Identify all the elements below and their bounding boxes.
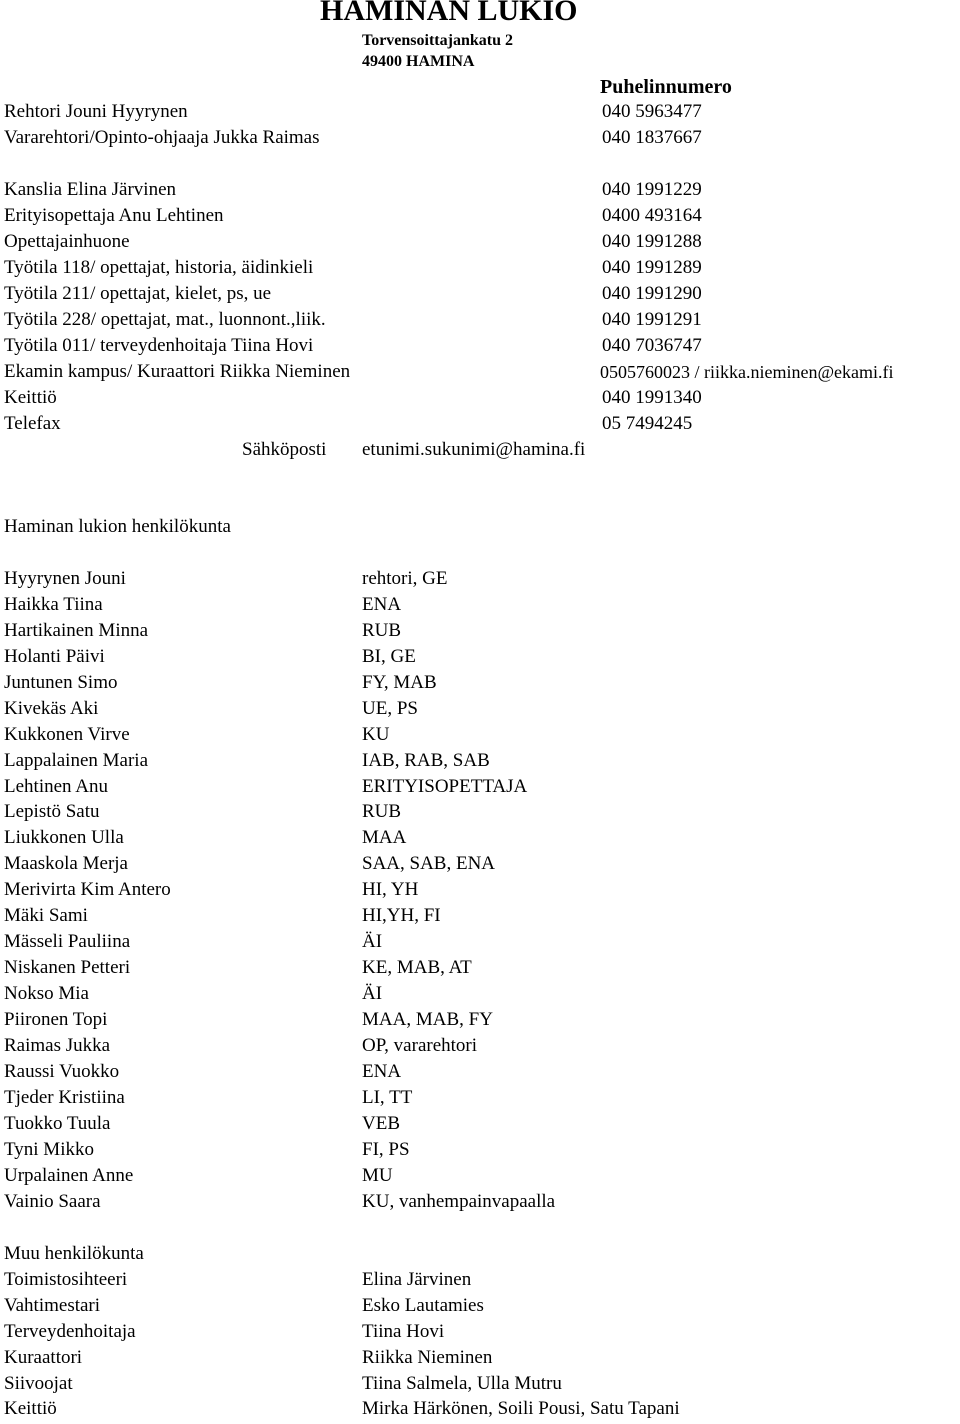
contact-phone: 040 1991291: [602, 309, 702, 330]
staff-names: Tiina Hovi: [362, 1320, 445, 1342]
list-item: [4, 618, 960, 644]
teacher-name: Raussi Vuokko: [4, 1060, 120, 1082]
staff-role: Keittiö: [4, 1398, 57, 1420]
contact-label: Työtila 228/ opettajat, mat., luonnont.,liik.: [4, 309, 326, 330]
contact-phone: 040 1837667: [602, 127, 702, 148]
contact-row: [4, 177, 960, 203]
list-item: [4, 722, 960, 748]
other-staff-list: [4, 1267, 960, 1422]
list-item: [4, 1319, 960, 1345]
teacher-subjects: VEB: [362, 1112, 400, 1134]
teacher-name: Mäki Sami: [4, 905, 88, 927]
list-item: [4, 1189, 960, 1215]
teacher-subjects: FI, PS: [362, 1138, 410, 1160]
contact-phone: 040 1991289: [602, 257, 702, 278]
contact-phone: 0400 493164: [602, 205, 702, 226]
teacher-subjects: FY, MAB: [362, 671, 437, 693]
staff-role: Terveydenhoitaja: [4, 1320, 136, 1342]
contact-phone: 040 1991290: [602, 283, 702, 304]
teacher-subjects: rehtori, GE: [362, 568, 448, 589]
contact-label: Telefax: [4, 413, 61, 434]
staff-names: Mirka Härkönen, Soili Pousi, Satu Tapani: [362, 1398, 680, 1420]
school-title: HAMINAN LUKIO: [320, 0, 578, 27]
contact-label: Työtila 211/ opettajat, kielet, ps, ue: [4, 283, 272, 304]
contact-row: [4, 255, 960, 281]
teacher-subjects: KU: [362, 723, 390, 745]
teacher-subjects: ÄI: [362, 983, 383, 1004]
teacher-name: Niskanen Petteri: [4, 957, 131, 979]
teacher-subjects: ENA: [362, 1060, 402, 1082]
contact-label: Kanslia Elina Järvinen: [4, 179, 177, 200]
staff-names: Elina Järvinen: [362, 1269, 472, 1290]
list-item: [4, 1007, 960, 1033]
teacher-subjects: ERITYISOPETTAJA: [362, 775, 528, 797]
contact-label: Keittiö: [4, 387, 57, 408]
list-item: [4, 1059, 960, 1085]
teacher-subjects: RUB: [362, 619, 402, 641]
teacher-list: [4, 566, 960, 1214]
list-item: [4, 696, 960, 722]
teacher-name: Urpalainen Anne: [4, 1164, 134, 1186]
teacher-name: Nokso Mia: [4, 983, 89, 1004]
teacher-subjects: KE, MAB, AT: [362, 957, 472, 979]
list-item: [4, 774, 960, 800]
contact-label: Työtila 118/ opettajat, historia, äidinkieli: [4, 257, 314, 278]
teacher-subjects: BI, GE: [362, 645, 416, 667]
contact-label: Vararehtori/Opinto-ohjaaja Jukka Raimas: [4, 127, 320, 148]
list-item: [4, 1163, 960, 1189]
teacher-name: Tyni Mikko: [4, 1138, 94, 1160]
list-item: [4, 955, 960, 981]
staff-names: Esko Lautamies: [362, 1294, 484, 1316]
teacher-name: Hartikainen Minna: [4, 619, 149, 641]
staff-role: Vahtimestari: [4, 1294, 101, 1316]
teacher-name: Lehtinen Anu: [4, 775, 108, 797]
teacher-name: Juntunen Simo: [4, 671, 118, 693]
postal-address: 49400 HAMINA: [362, 53, 475, 70]
list-item: [4, 644, 960, 670]
teacher-name: Piironen Topi: [4, 1008, 108, 1030]
list-item: [4, 1033, 960, 1059]
list-item: [4, 1396, 960, 1422]
teacher-subjects: RUB: [362, 801, 402, 823]
list-item: [4, 825, 960, 851]
contact-row: [4, 281, 960, 307]
list-item: [4, 903, 960, 929]
teacher-name: Maaskola Merja: [4, 853, 128, 875]
teacher-name: Haikka Tiina: [4, 593, 103, 615]
teacher-subjects: HI,YH, FI: [362, 905, 441, 927]
street-address: Torvensoittajankatu 2: [362, 32, 513, 49]
teacher-name: Merivirta Kim Antero: [4, 879, 171, 901]
list-item: [4, 799, 960, 825]
contact-phone: 040 1991288: [602, 231, 702, 252]
list-item: [4, 851, 960, 877]
contact-phone: 05 7494245: [602, 413, 693, 434]
teacher-name: Holanti Päivi: [4, 645, 105, 667]
email-value[interactable]: etunimi.sukunimi@hamina.fi: [362, 439, 586, 460]
list-item: [4, 566, 960, 592]
list-item: [4, 1137, 960, 1163]
teacher-name: Vainio Saara: [4, 1190, 101, 1212]
contact-row: [4, 307, 960, 333]
teacher-subjects: IAB, RAB, SAB: [362, 749, 490, 771]
teacher-name: Tjeder Kristiina: [4, 1086, 125, 1108]
teacher-name: Mässeli Pauliina: [4, 931, 131, 953]
teacher-subjects: SAA, SAB, ENA: [362, 853, 496, 875]
list-item: [4, 1371, 960, 1397]
teacher-name: Hyyrynen Jouni: [4, 568, 126, 589]
teacher-name: Kivekäs Aki: [4, 697, 99, 719]
teacher-name: Kukkonen Virve: [4, 723, 130, 745]
list-item: [4, 981, 960, 1007]
staff-role: Kuraattori: [4, 1346, 83, 1368]
contact-row: [4, 99, 960, 125]
contact-row: [4, 229, 960, 255]
list-item: [4, 670, 960, 696]
contact-row: [4, 359, 960, 385]
staff-role: Siivoojat: [4, 1372, 73, 1394]
teacher-name: Raimas Jukka: [4, 1034, 111, 1056]
teacher-subjects: UE, PS: [362, 697, 418, 719]
teacher-subjects: HI, YH: [362, 879, 419, 901]
contact-phone: 040 1991340: [602, 387, 702, 408]
teacher-subjects: OP, vararehtori: [362, 1034, 478, 1056]
email-label: Sähköposti: [242, 439, 327, 460]
teacher-name: Tuokko Tuula: [4, 1112, 111, 1134]
teacher-subjects: ENA: [362, 593, 402, 615]
teacher-subjects: MU: [362, 1164, 393, 1186]
contact-label: Ekamin kampus/ Kuraattori Riikka Nieminen: [4, 361, 351, 382]
contact-row: [4, 125, 960, 151]
teacher-name: Lepistö Satu: [4, 801, 100, 823]
contact-label: Erityisopettaja Anu Lehtinen: [4, 205, 224, 226]
list-item: [4, 929, 960, 955]
teacher-subjects: LI, TT: [362, 1086, 413, 1108]
contact-row: [4, 333, 960, 359]
contact-phone: 040 7036747: [602, 335, 702, 356]
staff-names: Riikka Nieminen: [362, 1346, 493, 1368]
contact-label: Rehtori Jouni Hyyrynen: [4, 101, 188, 122]
list-item: [4, 592, 960, 618]
teacher-name: Lappalainen Maria: [4, 749, 149, 771]
contact-row: [4, 411, 960, 437]
staff-role: Toimistosihteeri: [4, 1269, 128, 1290]
teacher-subjects: ÄI: [362, 931, 383, 953]
contact-label: Opettajainhuone: [4, 231, 130, 252]
contact-label: Työtila 011/ terveydenhoitaja Tiina Hovi: [4, 335, 314, 356]
list-item: [4, 877, 960, 903]
contact-row: [4, 203, 960, 229]
teacher-subjects: MAA, MAB, FY: [362, 1008, 493, 1030]
phone-column-header: Puhelinnumero: [600, 76, 732, 98]
list-item: [4, 1293, 960, 1319]
list-item: [4, 1267, 960, 1293]
teacher-name: Liukkonen Ulla: [4, 827, 124, 849]
contact-phone: 040 5963477: [602, 101, 702, 122]
list-item: [4, 1111, 960, 1137]
contact-phone[interactable]: 0505760023 / riikka.nieminen@ekami.fi: [600, 362, 894, 382]
contact-row: [4, 385, 960, 411]
list-item: [4, 1085, 960, 1111]
list-item: [4, 748, 960, 774]
staff-names: Tiina Salmela, Ulla Mutru: [362, 1372, 562, 1394]
teacher-subjects: KU, vanhempainvapaalla: [362, 1190, 556, 1212]
contact-phone: 040 1991229: [602, 179, 702, 200]
other-staff-heading: Muu henkilökunta: [4, 1243, 144, 1264]
teacher-subjects: MAA: [362, 827, 407, 849]
list-item: [4, 1345, 960, 1371]
staff-heading: Haminan lukion henkilökunta: [4, 516, 231, 537]
